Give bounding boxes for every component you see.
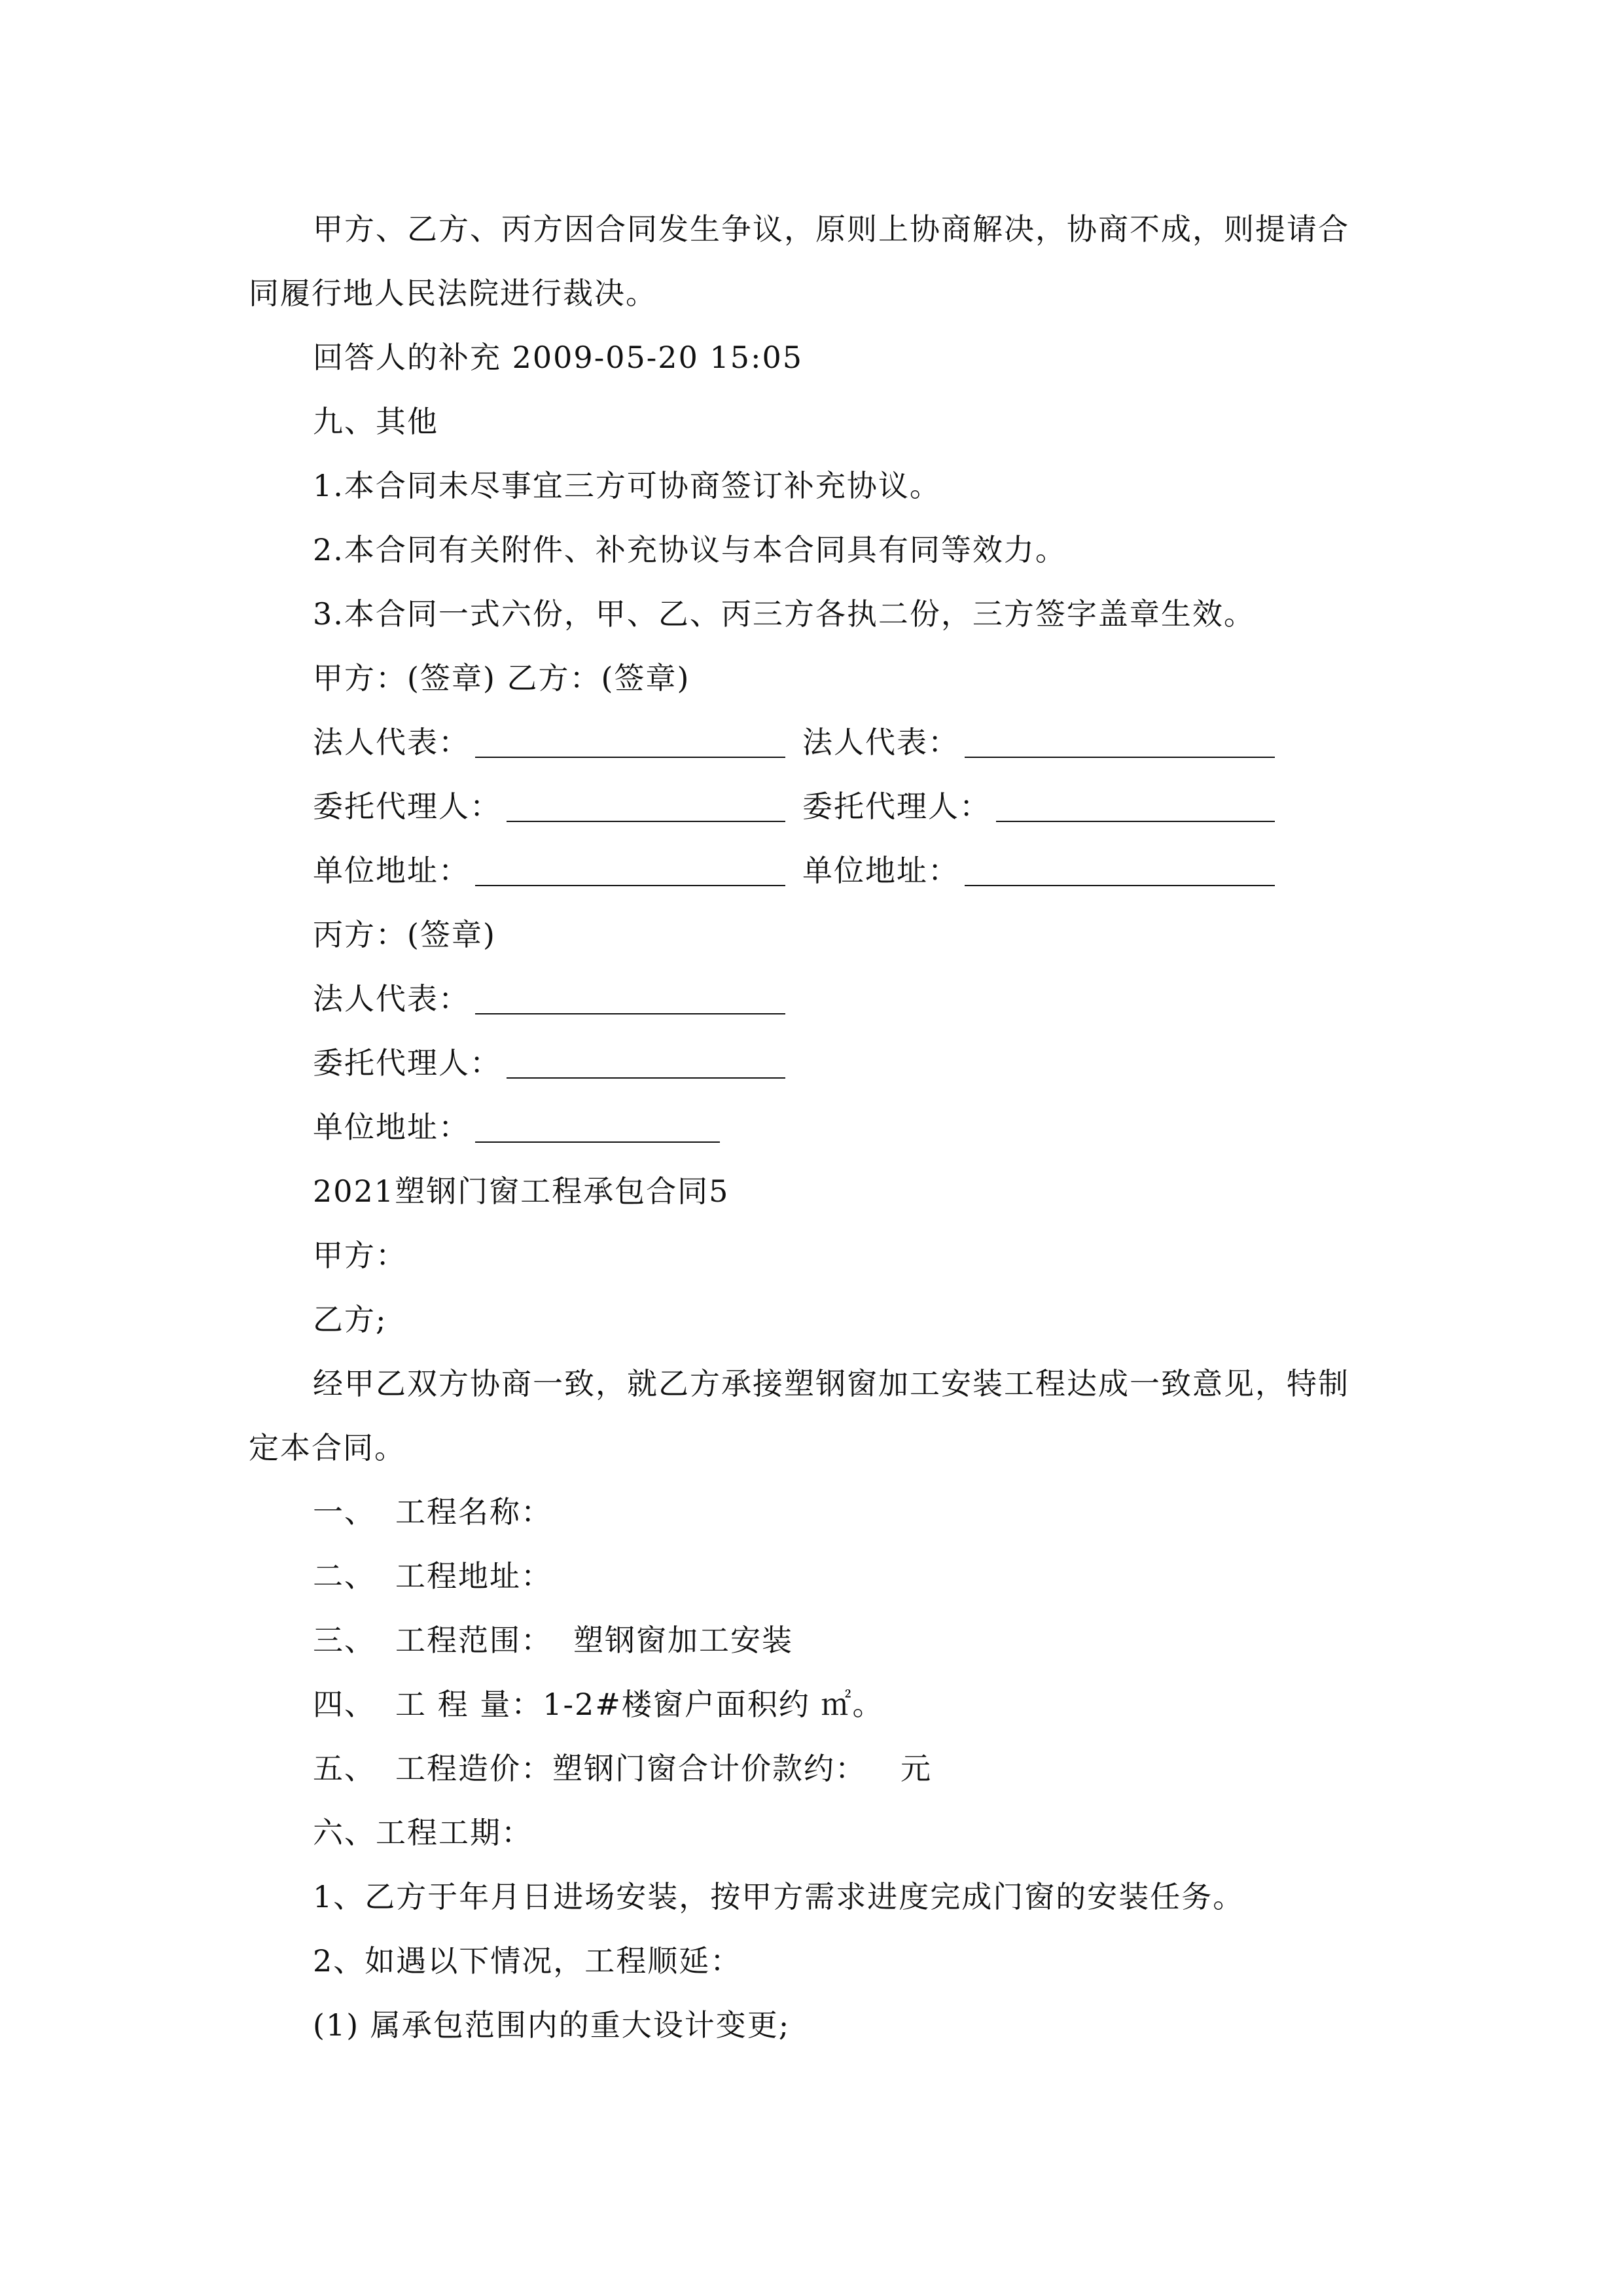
party-a-legal-rep-blank [475, 726, 785, 758]
party-a-agent-label: 委托代理人： [313, 789, 501, 824]
signature-party-c: 丙方：(签章) [313, 917, 496, 952]
intro-paragraph-line-1: 经甲乙双方协商一致，就乙方承接塑钢窗加工安装工程达成一致意见，特制 [313, 1366, 1349, 1401]
party-b-line: 乙方; [313, 1302, 387, 1337]
contract-title: 2021塑钢门窗工程承包合同5 [313, 1174, 730, 1209]
clause-item-3: 3.本合同一式六份，甲、乙、丙三方各执二份，三方签字盖章生效。 [313, 596, 1255, 632]
party-c-address-blank [475, 1111, 720, 1143]
party-a-address-label: 单位地址： [313, 853, 470, 888]
supplement-note: 回答人的补充 2009-05-20 15:05 [313, 340, 804, 375]
clause-4-number: 四、 [313, 1687, 376, 1722]
party-a-agent-blank [507, 791, 785, 822]
clause-item-2: 2.本合同有关附件、补充协议与本合同具有同等效力。 [313, 532, 1067, 567]
clause-6-item-2: 2、如遇以下情况，工程顺延： [313, 1943, 742, 1979]
party-b-agent-label: 委托代理人： [802, 789, 991, 824]
clause-6-heading: 六、工程工期： [313, 1815, 533, 1850]
party-b-address-blank [965, 855, 1275, 886]
party-a-address-blank [475, 855, 785, 886]
party-c-agent-blank [507, 1047, 785, 1079]
clause-3-text: 工程范围： [395, 1623, 552, 1658]
clause-1-text: 工程名称： [395, 1494, 552, 1530]
clause-2-text: 工程地址： [395, 1558, 552, 1594]
clause-3-value: 塑钢窗加工安装 [573, 1623, 793, 1658]
clause-item-1: 1.本合同未尽事宜三方可协商签订补充协议。 [313, 468, 941, 503]
signature-party-a-b: 甲方：(签章) 乙方：(签章) [313, 660, 690, 696]
clause-1-number: 一、 [313, 1494, 376, 1530]
clause-5-unit: 元 [901, 1751, 932, 1786]
clause-3-number: 三、 [313, 1623, 376, 1658]
dispute-paragraph-line-2: 同履行地人民法院进行裁决。 [249, 276, 657, 311]
party-b-legal-rep-label: 法人代表： [802, 725, 959, 760]
clause-4-text: 工 程 量：1-2#楼窗户面积约 ㎡。 [395, 1687, 884, 1722]
party-c-legal-rep-label: 法人代表： [313, 981, 470, 1016]
dispute-paragraph-line-1: 甲方、乙方、丙方因合同发生争议，原则上协商解决，协商不成，则提请合 [313, 211, 1349, 247]
section-nine-heading: 九、其他 [313, 404, 438, 439]
party-b-legal-rep-blank [965, 726, 1275, 758]
party-c-agent-label: 委托代理人： [313, 1045, 501, 1081]
clause-6-item-2-sub-1: (1) 属承包范围内的重大设计变更; [313, 2007, 791, 2043]
clause-5-number: 五、 [313, 1751, 376, 1786]
party-c-legal-rep-blank [475, 983, 785, 1014]
clause-6-item-1: 1、乙方于年月日进场安装，按甲方需求进度完成门窗的安装任务。 [313, 1879, 1245, 1914]
party-c-address-label: 单位地址： [313, 1109, 470, 1145]
party-a-line: 甲方： [313, 1238, 407, 1273]
party-a-legal-rep-label: 法人代表： [313, 725, 470, 760]
party-b-address-label: 单位地址： [802, 853, 959, 888]
party-b-agent-blank [996, 791, 1275, 822]
clause-2-number: 二、 [313, 1558, 376, 1594]
clause-5-text: 工程造价：塑钢门窗合计价款约： [395, 1751, 866, 1786]
intro-paragraph-line-2: 定本合同。 [249, 1430, 406, 1465]
